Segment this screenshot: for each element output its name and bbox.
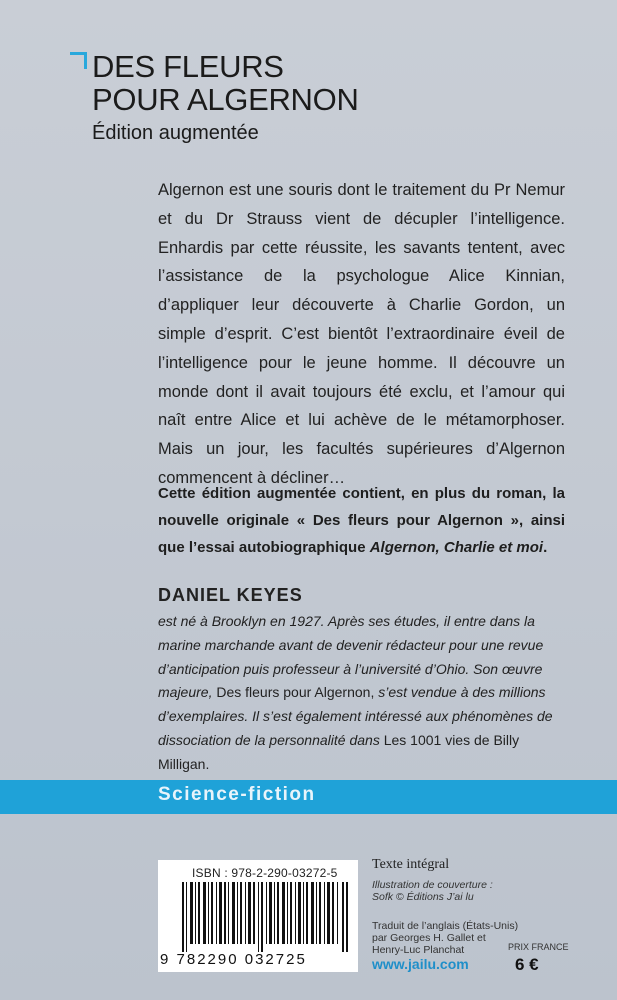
barcode-digits: 9 782290 032725: [160, 951, 307, 968]
essay-title: Algernon, Charlie et moi: [369, 539, 544, 556]
title-line-1: DES FLEURS: [92, 49, 284, 84]
barcode-icon: [182, 882, 350, 952]
translation-credit: [372, 920, 518, 956]
texte-integral: Texte intégral: [372, 857, 450, 872]
translation-line-3: Henry-Luc Planchat: [372, 944, 465, 956]
bio-book-1: Des fleurs pour Algernon,: [212, 684, 379, 701]
illustration-line-2: Sofk © Éditions J’ai lu: [372, 891, 474, 903]
bio-part-2: s’est vendue à des millions d’exemplaires. Il s’est également intéressé aux phénomènes de dissociation de la personnalité dans: [158, 684, 553, 748]
website-link[interactable]: www.jailu.com: [372, 956, 469, 972]
title-line-2: POUR ALGERNON: [92, 82, 359, 117]
price-label: PRIX FRANCE: [508, 942, 569, 952]
book-title: [92, 50, 359, 116]
bio-part-1: est né à Brooklyn en 1927. Après ses études, il entre dans la marine marchande avant de devenir rédacteur pour une revue d’anticipation puis professeur à l’université d’Ohio. Son œuvre majeure,: [158, 613, 544, 701]
bio-book-2: Les 1001 vies de Billy Milligan.: [158, 731, 520, 772]
edition-note-end: .: [543, 539, 548, 556]
isbn-text: ISBN : 978-2-290-03272-5: [192, 866, 338, 880]
edition-note: [158, 480, 565, 561]
translation-line-2: par Georges H. Gallet et: [372, 932, 486, 944]
price-value: 6 €: [515, 955, 539, 974]
genre-label: Science-fiction: [158, 784, 316, 805]
summary-text: Algernon est une souris dont le traitement du Pr Nemur et du Dr Strauss vient de décupler l’intelligence. Enhardis par cette réussite, les savants tentent, avec l’assistance de la psychologue Alice Kinnian, d’appliquer leur découverte à Charlie Gordon, un simple d’esprit. C’est bientôt l’extraordinaire éveil de l’intelligence pour le jeune homme. Il découvre un monde dont il avait toujours été exclu, et l’amour qui naît entre Alice et lui achève de le métamorphoser. Mais un jour, les facultés supérieures d’Algernon commencent à décliner…: [158, 181, 565, 487]
illustration-line-1: Illustration de couverture :: [372, 879, 493, 891]
author-bio: [158, 610, 568, 777]
translation-line-1: Traduit de l’anglais (États-Unis): [372, 920, 519, 932]
illustration-credit: [372, 879, 493, 903]
author-name: DANIEL KEYES: [158, 585, 303, 605]
corner-accent-mark: [70, 52, 87, 69]
book-subtitle: Édition augmentée: [92, 122, 259, 144]
edition-note-text: Cette édition augmentée contient, en plus du roman, la nouvelle originale « Des fleurs pour Algernon », ainsi que l’essai autobiographique: [158, 485, 565, 556]
